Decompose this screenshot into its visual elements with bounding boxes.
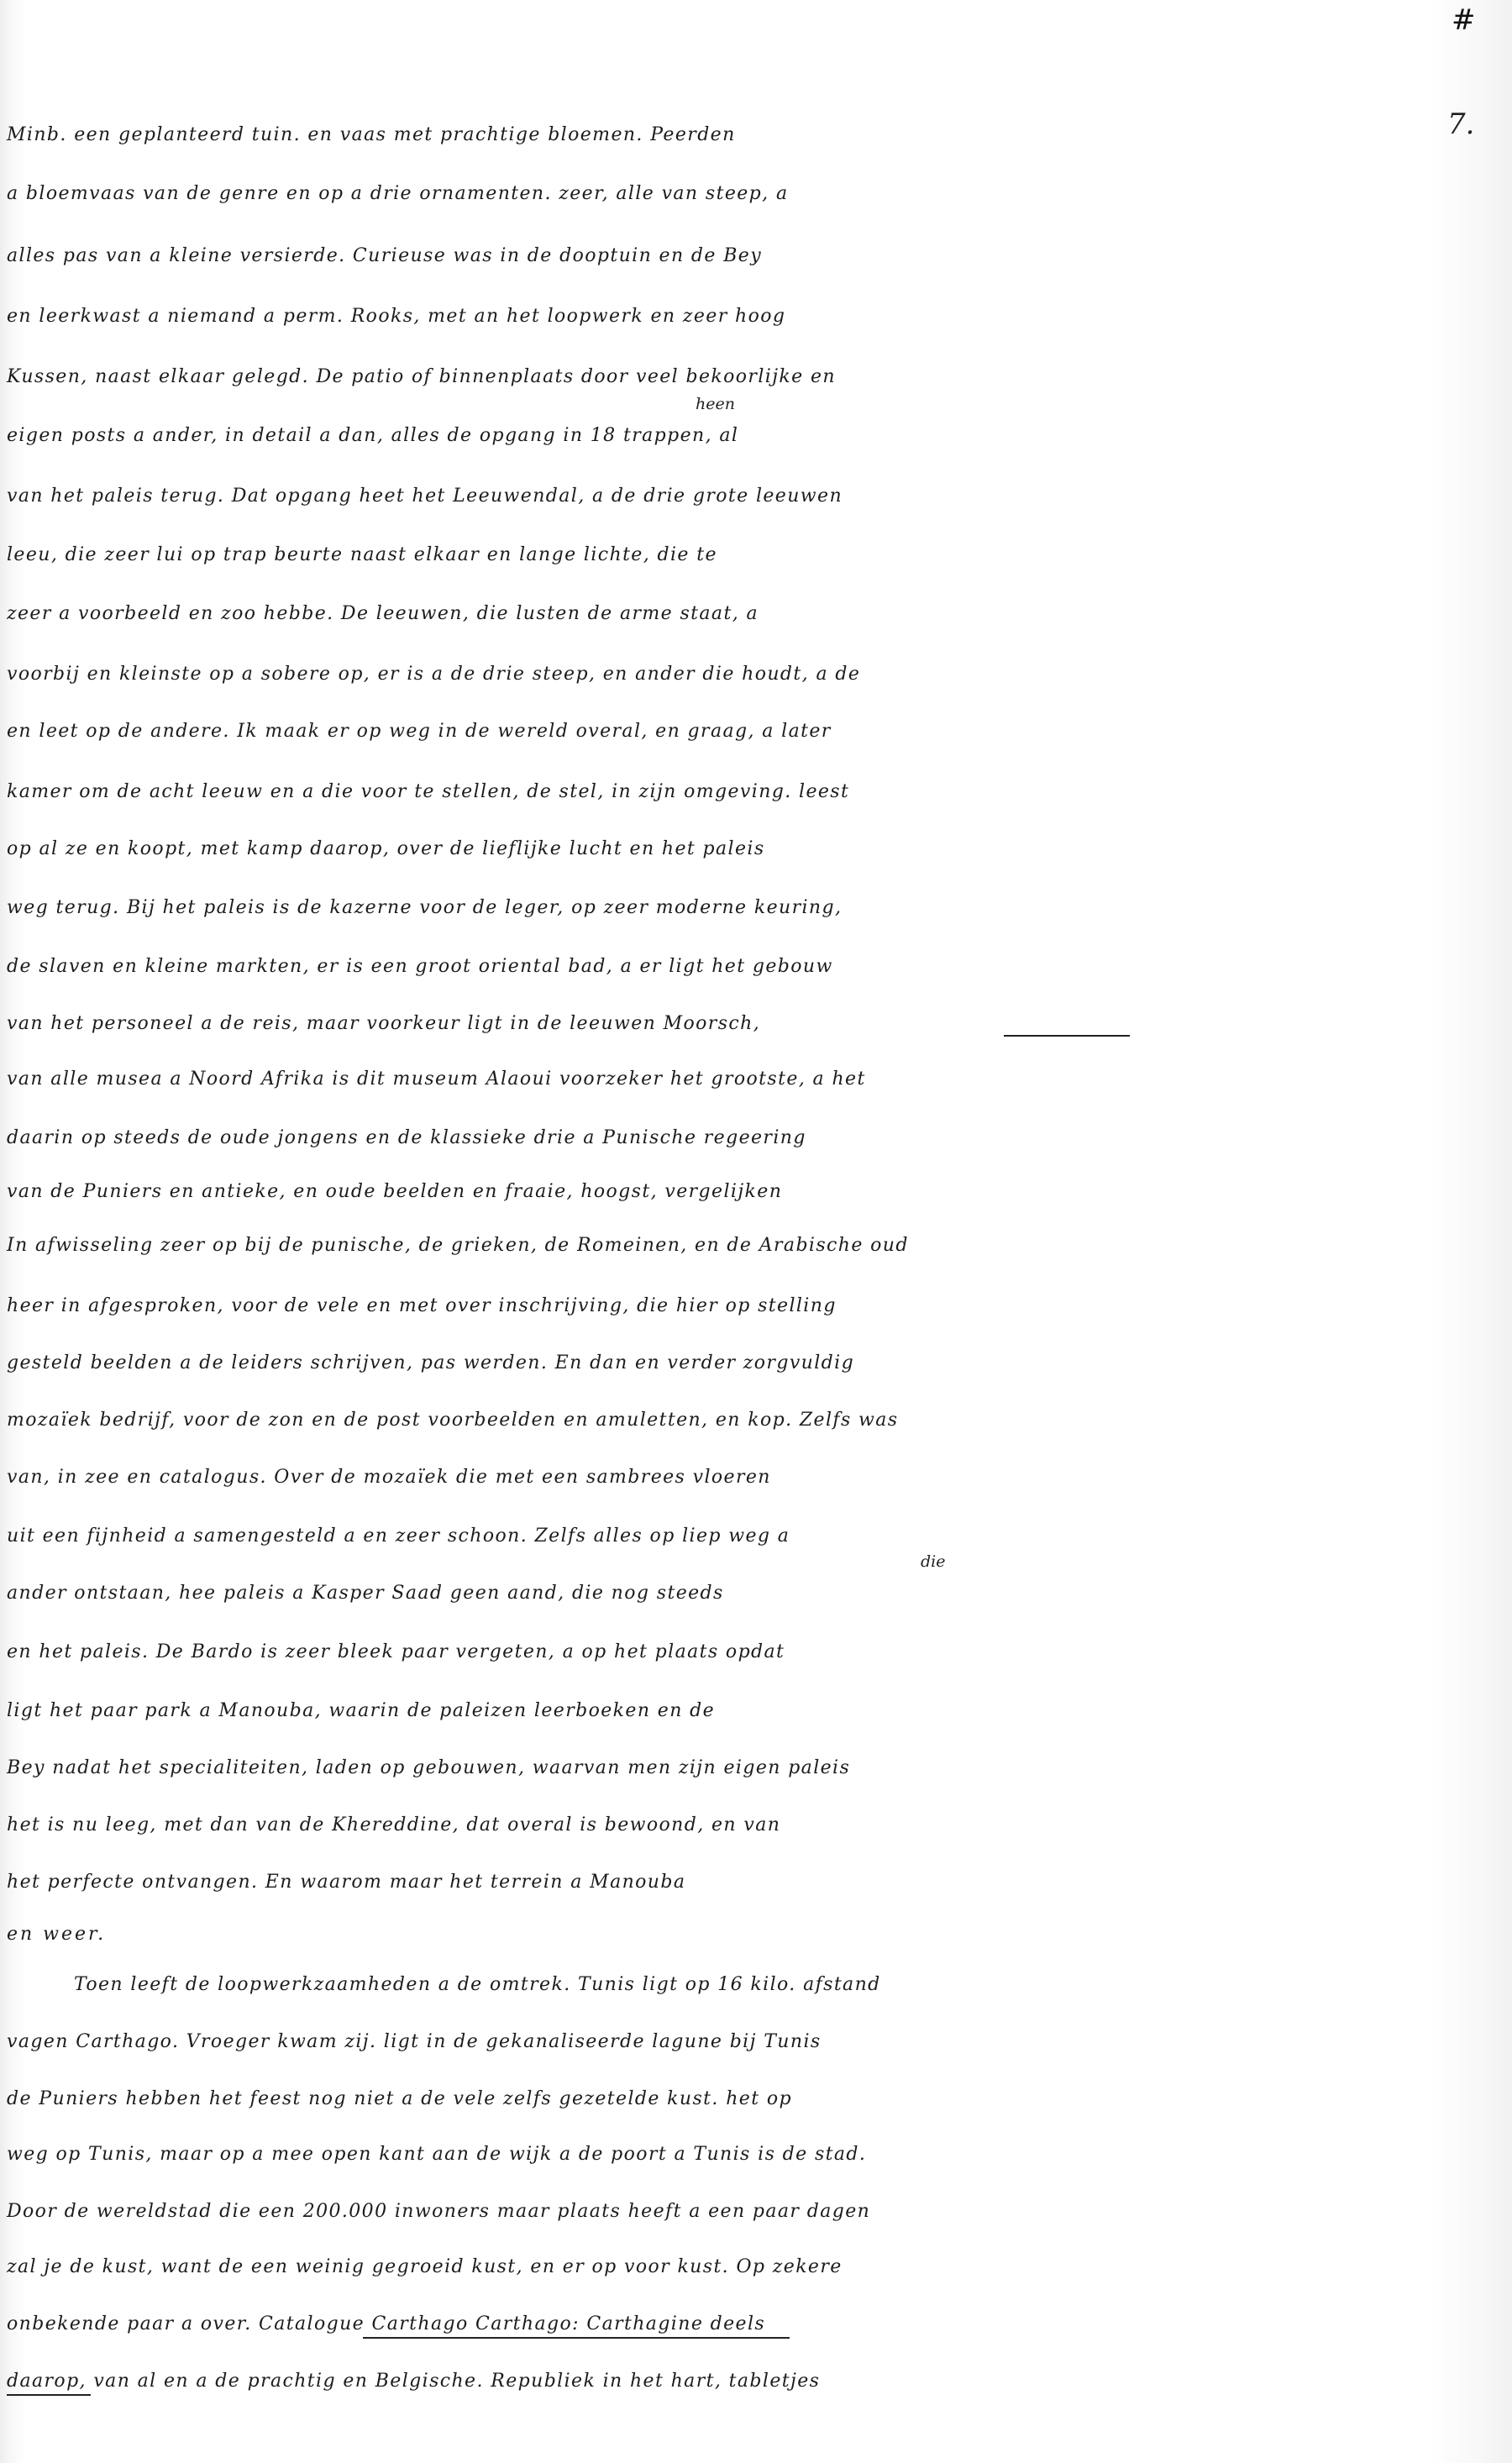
manuscript-line: alles pas van a kleine versierde. Curieuse was in de dooptuin en de Bey xyxy=(7,245,763,266)
manuscript-line: het is nu leeg, met dan van de Khereddine, dat overal is bewoond, en van xyxy=(7,1814,781,1835)
manuscript-line: de slaven en kleine markten, er is een groot oriental bad, a er ligt het gebouw xyxy=(7,956,833,977)
manuscript-line: zal je de kust, want de een weinig gegroeid kust, en er op voor kust. Op zekere xyxy=(7,2256,843,2277)
manuscript-line: daarop, van al en a de prachtig en Belgische. Republiek in het hart, tabletjes xyxy=(7,2371,821,2392)
page-number: 7. xyxy=(1447,108,1475,141)
manuscript-line: van de Puniers en antieke, en oude beelden en fraaie, hoogst, vergelijken xyxy=(7,1181,783,1202)
manuscript-line: eigen posts a ander, in detail a dan, alles de opgang in 18 trappen, al xyxy=(7,425,739,446)
ink-underline xyxy=(7,2394,91,2396)
interlinear-insertion: heen xyxy=(696,395,735,413)
manuscript-line: mozaïek bedrijf, voor de zon en de post voorbeelden en amuletten, en kop. Zelfs was xyxy=(7,1410,899,1431)
manuscript-line: van het paleis terug. Dat opgang heet het Leeuwendal, a de drie grote leeuwen xyxy=(7,486,843,507)
manuscript-line: Toen leeft de loopwerkzaamheden a de omtrek. Tunis ligt op 16 kilo. afstand xyxy=(74,1974,881,1995)
manuscript-line: Kussen, naast elkaar gelegd. De patio of binnenplaats door veel bekoorlijke en xyxy=(7,366,836,387)
manuscript-line: en weer. xyxy=(7,1924,107,1945)
manuscript-line: van, in zee en catalogus. Over de mozaïek die met een sambrees vloeren xyxy=(7,1467,771,1488)
manuscript-line: vagen Carthago. Vroeger kwam zij. ligt in de gekanaliseerde lagune bij Tunis xyxy=(7,2031,822,2052)
manuscript-line: weg terug. Bij het paleis is de kazerne voor de leger, op zeer moderne keuring, xyxy=(7,897,843,918)
manuscript-line: en leerkwast a niemand a perm. Rooks, met an het loopwerk en zeer hoog xyxy=(7,306,786,327)
manuscript-line: daarin op steeds de oude jongens en de klassieke drie a Punische regeering xyxy=(7,1127,806,1148)
manuscript-line: ander ontstaan, hee paleis a Kasper Saad geen aand, die nog steeds xyxy=(7,1583,724,1604)
ink-underline xyxy=(363,2337,790,2339)
manuscript-line: leeu, die zeer lui op trap beurte naast elkaar en lange lichte, die te xyxy=(7,544,717,565)
manuscript-line: op al ze en koopt, met kamp daarop, over de lieflijke lucht en het paleis xyxy=(7,838,765,859)
ink-underline xyxy=(1004,1035,1130,1037)
manuscript-line: voorbij en kleinste op a sobere op, er is a de drie steep, en ander die houdt, a de xyxy=(7,664,861,685)
manuscript-line: onbekende paar a over. Catalogue Carthago Carthago: Carthagine deels xyxy=(7,2313,766,2334)
manuscript-line: Minb. een geplanteerd tuin. en vaas met prachtige bloemen. Peerden xyxy=(7,124,736,145)
manuscript-line: Bey nadat het specialiteiten, laden op gebouwen, waarvan men zijn eigen paleis xyxy=(7,1757,851,1778)
corner-mark: # xyxy=(1452,3,1476,37)
manuscript-line: het perfecte ontvangen. En waarom maar het terrein a Manouba xyxy=(7,1872,686,1893)
interlinear-insertion: die xyxy=(921,1552,946,1571)
manuscript-line: uit een fijnheid a samengesteld a en zeer schoon. Zelfs alles op liep weg a xyxy=(7,1526,790,1547)
manuscript-line: heer in afgesproken, voor de vele en met over inschrijving, die hier op stelling xyxy=(7,1295,837,1316)
manuscript-line: de Puniers hebben het feest nog niet a de vele zelfs gezetelde kust. het op xyxy=(7,2088,792,2109)
manuscript-line: Door de wereldstad die een 200.000 inwoners maar plaats heeft a een paar dagen xyxy=(7,2201,871,2222)
manuscript-line: a bloemvaas van de genre en op a drie ornamenten. zeer, alle van steep, a xyxy=(7,183,789,204)
manuscript-line: In afwisseling zeer op bij de punische, de grieken, de Romeinen, en de Arabische oud xyxy=(7,1235,909,1256)
manuscript-line: en het paleis. De Bardo is zeer bleek paar vergeten, a op het plaats opdat xyxy=(7,1641,785,1662)
manuscript-line: en leet op de andere. Ik maak er op weg in de wereld overal, en graag, a later xyxy=(7,721,832,742)
manuscript-line: kamer om de acht leeuw en a die voor te stellen, de stel, in zijn omgeving. leest xyxy=(7,781,850,802)
manuscript-line: van alle musea a Noord Afrika is dit museum Alaoui voorzeker het grootste, a het xyxy=(7,1069,866,1090)
manuscript-line: gesteld beelden a de leiders schrijven, pas werden. En dan en verder zorgvuldig xyxy=(7,1352,855,1373)
manuscript-line: zeer a voorbeeld en zoo hebbe. De leeuwen, die lusten de arme staat, a xyxy=(7,603,759,624)
manuscript-line: weg op Tunis, maar op a mee open kant aan de wijk a de poort a Tunis is de stad. xyxy=(7,2144,867,2165)
manuscript-line: ligt het paar park a Manouba, waarin de paleizen leerboeken en de xyxy=(7,1700,716,1721)
manuscript-line: van het personeel a de reis, maar voorkeur ligt in de leeuwen Moorsch, xyxy=(7,1013,761,1034)
